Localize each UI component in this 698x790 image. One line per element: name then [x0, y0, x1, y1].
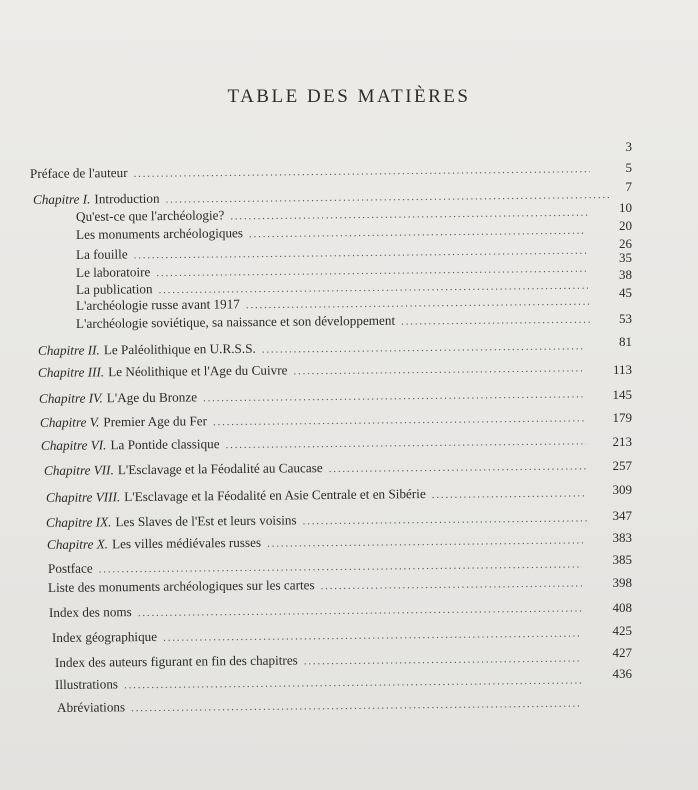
entry-title: Qu'est-ce que l'archéologie?: [75, 207, 225, 224]
entry-title: L'Age du Bronze: [106, 389, 198, 406]
page-number: 398: [612, 575, 632, 590]
page-number: 408: [612, 600, 632, 615]
page-number: 257: [612, 458, 632, 473]
chapter-label: Chapitre III.: [37, 364, 105, 380]
entry-title: La Pontide classique: [110, 436, 220, 453]
page-number: 53: [619, 311, 632, 326]
entry-title: Les villes médiévales russes: [111, 534, 262, 552]
dot-leader: [246, 296, 590, 312]
dot-leader: [329, 460, 586, 475]
entry-title: Postface: [47, 560, 93, 576]
toc-entry: [48, 555, 582, 577]
entry-title: Premier Age du Fer: [103, 413, 208, 430]
chapter-label: Chapitre VII.: [43, 462, 114, 478]
dot-leader: [262, 340, 583, 355]
entry-title: Index géographique: [51, 628, 158, 645]
page-number: 347: [612, 508, 632, 523]
entry-title: Index des noms: [48, 604, 132, 620]
toc-entry: [39, 385, 583, 407]
page-number: 26: [619, 236, 632, 251]
dot-leader: [226, 435, 587, 451]
dot-leader: [303, 512, 588, 527]
entry-title: Le Paléolithique en U.R.S.S.: [103, 340, 256, 358]
page-number: 10: [619, 200, 632, 215]
entry-title: Préface de l'auteur: [29, 164, 128, 181]
dot-leader: [321, 577, 584, 592]
entry-title: Abréviations: [56, 699, 126, 715]
page-number: 385: [612, 552, 632, 567]
dot-leader: [267, 534, 583, 549]
entry-title: Index des auteurs figurant en fin des chapitres: [54, 652, 298, 670]
toc-entry: [44, 457, 586, 479]
chapter-label: Chapitre X.: [46, 536, 109, 552]
page-number: 35: [619, 250, 632, 265]
page-number: 383: [612, 530, 632, 545]
toc-entry: [38, 337, 583, 359]
dot-leader: [213, 412, 585, 428]
entry-title: La publication: [75, 281, 153, 297]
dot-leader: [124, 674, 582, 691]
toc-entry: [46, 484, 586, 506]
chapter-label: Chapitre VI.: [40, 437, 107, 453]
toc-entry: [55, 671, 582, 693]
entry-title: L'Esclavage et la Féodalité au Caucase: [117, 460, 323, 478]
toc-entry: [30, 160, 590, 182]
dot-leader: [432, 487, 586, 501]
page-title: TABLE DES MATIÈRES: [227, 86, 471, 107]
toc-entry: [55, 649, 582, 671]
toc-entry: [52, 624, 582, 646]
toc-entry: [38, 359, 585, 381]
entry-title: Illustrations: [54, 676, 119, 692]
page-number: 436: [612, 666, 632, 681]
page-number: 145: [612, 387, 632, 402]
chapter-label: Chapitre V.: [39, 414, 100, 430]
dot-leader: [163, 627, 582, 643]
dot-leader: [138, 602, 583, 619]
entry-title: L'archéologie soviétique, sa naissance et son développement: [75, 312, 396, 331]
dot-leader: [131, 698, 582, 715]
toc-entry: [76, 311, 590, 332]
page-number: 20: [619, 218, 632, 233]
dot-leader: [401, 314, 590, 328]
chapter-label: Chapitre II.: [37, 342, 100, 358]
page-number: 3: [625, 139, 632, 154]
toc-entry: [76, 222, 585, 243]
dot-leader: [230, 207, 588, 223]
chapter-label: Chapitre I.: [32, 191, 91, 207]
entry-title: Introduction: [94, 190, 160, 207]
entry-title: L'Esclavage et la Féodalité en Asie Centrale et en Sibérie: [124, 486, 426, 505]
dot-leader: [134, 245, 588, 262]
dot-leader: [293, 362, 585, 377]
page-number: 45: [619, 285, 632, 300]
entry-title: La fouille: [75, 246, 128, 262]
page-number: 7: [625, 179, 632, 194]
toc-entry: [40, 409, 585, 431]
entry-title: Liste des monuments archéologiques sur les cartes: [47, 577, 315, 595]
toc-entry: [48, 574, 583, 596]
dot-leader: [249, 225, 585, 241]
page-number: 309: [612, 482, 632, 497]
toc-entry: [41, 432, 586, 454]
page-number: 81: [619, 334, 632, 349]
page-number: 425: [612, 623, 632, 638]
page-number: 179: [612, 410, 632, 425]
entry-title: Le Néolithique et l'Age du Cuivre: [108, 362, 288, 380]
toc-entry: [46, 509, 587, 531]
page-number: 113: [612, 362, 632, 377]
page-number: 427: [612, 645, 632, 660]
entry-title: Les monuments archéologiques: [75, 225, 244, 242]
dot-leader: [203, 388, 583, 404]
toc-entry: [47, 531, 583, 553]
dot-leader: [134, 163, 591, 180]
dot-leader: [99, 558, 582, 575]
entry-title: Le laboratoire: [75, 264, 151, 280]
toc-entry: [49, 599, 583, 621]
page-number: 213: [612, 434, 632, 449]
entry-title: Les Slaves de l'Est et leurs voisins: [115, 512, 297, 530]
chapter-label: Chapitre VIII.: [45, 489, 121, 505]
toc-entry: [57, 695, 582, 716]
entry-title: L'archéologie russe avant 1917: [75, 296, 240, 313]
chapter-label: Chapitre IV.: [38, 390, 103, 406]
page-number: 5: [625, 160, 632, 175]
chapter-label: Chapitre IX.: [45, 514, 112, 530]
dot-leader: [304, 652, 582, 667]
page-number: 38: [619, 267, 632, 282]
